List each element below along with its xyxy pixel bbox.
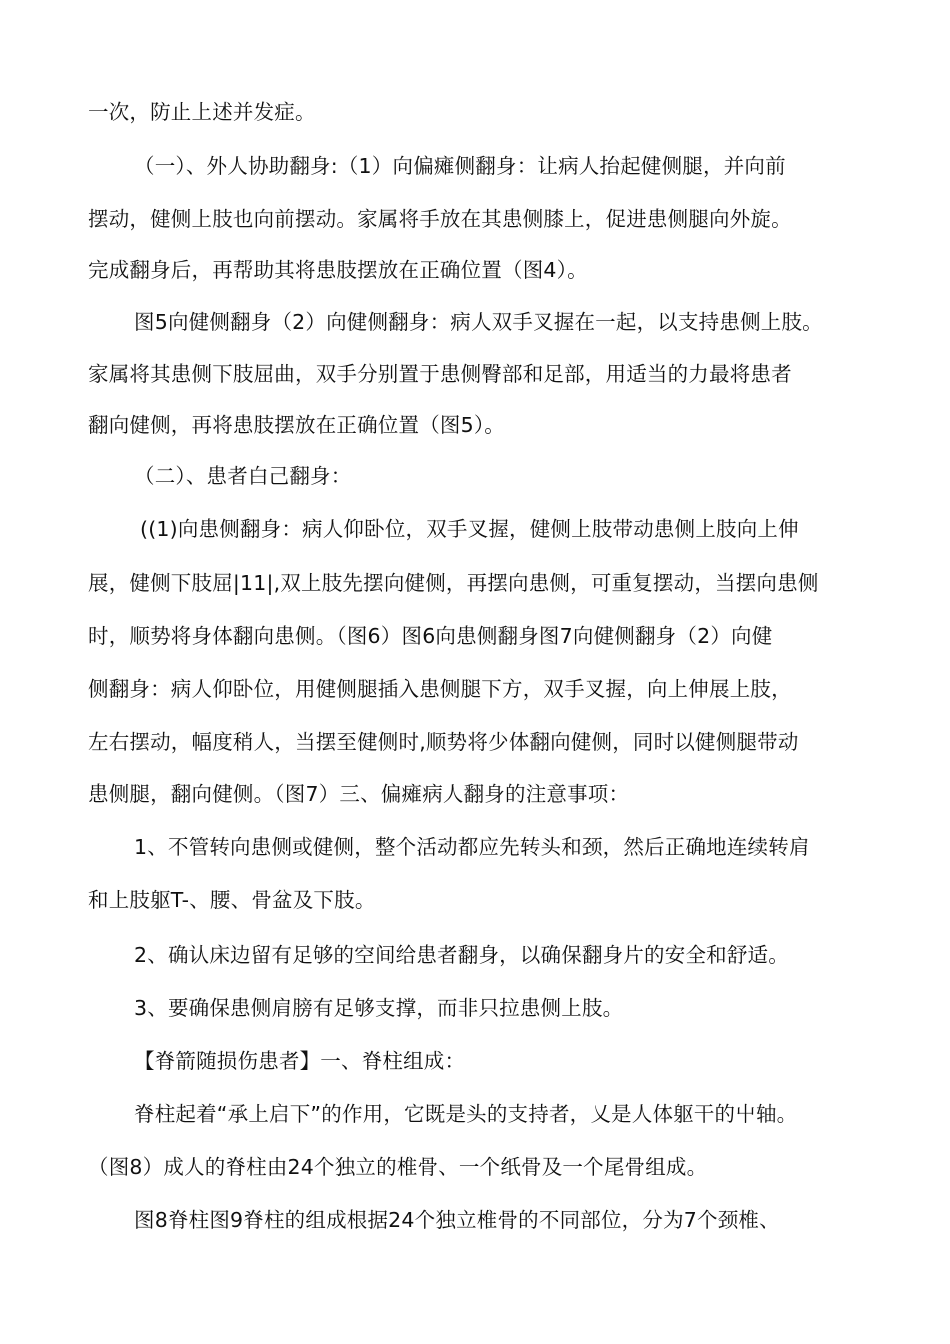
text-line: （二）、患者白己翻身： [134,464,352,488]
text-line: 家属将其患侧下肢屈曲，双手分别置于患侧臀部和足部，用适当的力最将患者 [88,362,792,386]
text-line: 摆动，健侧上肢也向前摆动。家属将手放在其患侧膝上，促进患侧腿向外旋。 [88,207,792,231]
text-line: 完成翻身后，再帮助其将患肢摆放在正确位置（图4）。 [88,258,588,282]
text-line: 侧翻身：病人仰卧位，用健侧腿插入患侧腿下方，双手叉握，向上伸展上肢， [88,677,792,701]
text-line: 图5向健侧翻身（2）向健侧翻身：病人双手叉握在一起，以支持患侧上肢。 [134,310,823,334]
text-line: （一）、外人协助翻身:（1）向偏瘫侧翻身：让病人抬起健侧腿，并向前 [134,154,786,178]
text-line: 时，顺势将身体翻向患侧。（图6）图6向患侧翻身图7向健侧翻身（2）向健 [88,624,773,648]
text-line: 和上肢躯T-、腰、骨盆及下肢。 [88,888,376,912]
text-line: ((1)向患侧翻身：病人仰卧位，双手叉握，健侧上肢带动患侧上肢向上伸 [140,517,799,541]
text-line: 图8脊柱图9脊柱的组成根据24个独立椎骨的不同部位，分为7个颈椎、 [134,1208,780,1232]
text-line: 3、要确保患侧肩膀有足够支撑，而非只拉患侧上肢。 [134,996,624,1020]
text-line: （图8）成人的脊柱由24个独立的椎骨、一个纸骨及一个尾骨组成。 [88,1155,708,1179]
text-line: 2、确认床边留有足够的空间给患者翻身，以确保翻身片的安全和舒适。 [134,943,789,967]
text-line: 一次，防止上述并发症。 [88,100,316,124]
text-line: 左右摆动，幅度稍人，当摆至健侧时,顺势将少体翻向健侧，同时以健侧腿带动 [88,730,799,754]
text-line: 脊柱起着“承上启下”的作用，它既是头的支持者，乂是人体躯干的屮轴。 [134,1102,798,1126]
text-line: 患侧腿，翻向健侧。（图7）三、偏瘫病人翻身的注意事项： [88,782,630,806]
text-line: 1、不管转向患侧或健侧，整个活动都应先转头和颈，然后正确地连续转肩 [134,835,810,859]
text-line: 【脊箭随损伤患者】一、脊柱组成： [134,1049,466,1073]
text-line: 翻向健侧，再将患肢摆放在正确位置（图5）。 [88,413,505,437]
text-line: 展，健侧下肢屈|11|,双上肢先摆向健侧，再摆向患侧，可重复摆动，当摆向患侧 [88,571,819,595]
